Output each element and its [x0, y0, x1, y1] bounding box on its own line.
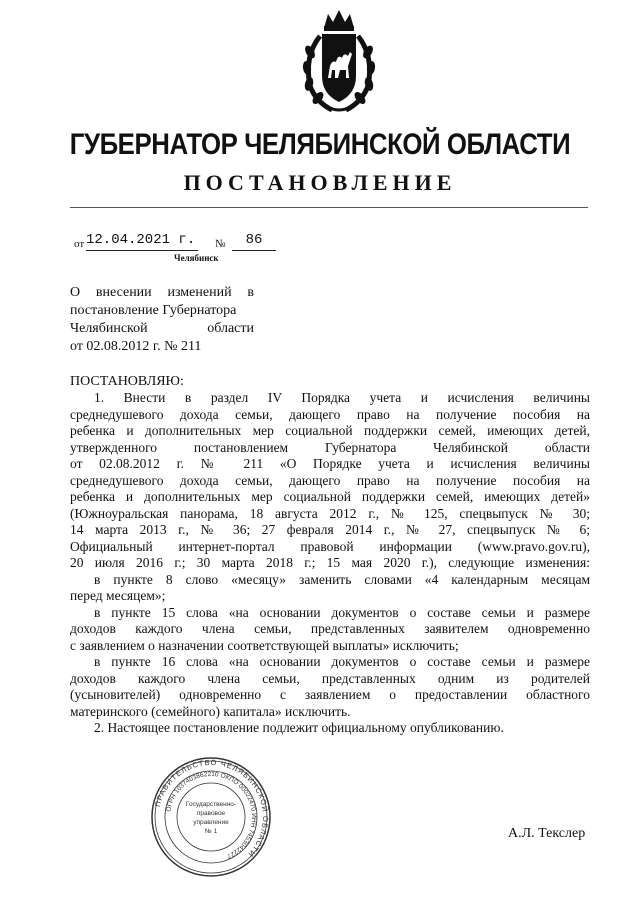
- svg-text:ОГРН 1037403862210 ОКПО 000224: ОГРН 1037403862210 ОКПО 00022470 ИНН 7453042227: [165, 770, 258, 860]
- body-line: 14 марта 2013 г., № 36; 27 февраля 2014 г., № 27, спецвыпуск № 6;: [70, 522, 590, 537]
- body-line: доходов каждого члена семьи, представленных одним из родителей: [70, 670, 590, 686]
- svg-text:правовое: правовое: [196, 810, 226, 817]
- coat-of-arms-emblem: [298, 6, 380, 116]
- signatory-name: А.Л. Текслер: [508, 826, 586, 841]
- svg-text:управление: управление: [193, 819, 229, 826]
- city-label: Челябинск: [174, 253, 219, 263]
- body-line: в пункте 15 слова «на основании документов о составе семьи и размере: [94, 604, 590, 620]
- decree-word: ПОСТАНОВЛЯЮ:: [70, 374, 184, 389]
- body-line: в пункте 8 слово «месяцу» заменить словами «4 календарным месяцам: [94, 571, 590, 587]
- body-line: (усыновителей) одновременно с заявлением о предоставлении областного: [70, 687, 590, 702]
- body-line: среднедушевого дохода семьи, дающего право на получение пособия на: [70, 406, 590, 422]
- svg-text:№ 1: № 1: [204, 828, 218, 835]
- document-title: ГУБЕРНАТОР ЧЕЛЯБИНСКОЙ ОБЛАСТИ: [69, 128, 571, 161]
- subject-line: Челябинской области: [70, 321, 254, 336]
- body-line: ребенка и дополнительных мер социальной поддержки семей, имеющих детей,: [70, 423, 590, 438]
- body-line: среднедушевого дохода семьи, дающего право на получение пособия на: [70, 472, 590, 488]
- body-line: утвержденного постановлением Губернатора Челябинской области: [70, 439, 590, 455]
- body-line: 1. Внести в раздел IV Порядка учета и исчисления величины: [94, 390, 590, 405]
- subject-line: от 02.08.2012 г. № 211: [70, 339, 202, 354]
- document-type: ПОСТАНОВЛЕНИЕ: [183, 170, 457, 195]
- subject-line: постановление Губернатора: [70, 303, 237, 318]
- body-line: перед месяцем»;: [70, 588, 166, 603]
- body-line: материнского (семейного) капитала» исключить.: [70, 703, 351, 719]
- document-body: [70, 390, 590, 737]
- body-line: от 02.08.2012 г. № 211 «О Порядке учета и исчисления величины: [70, 456, 590, 471]
- body-line: 20 июля 2016 г.; 30 марта 2018 г.; 15 мая 2020 г.), следующие изменения:: [70, 555, 590, 570]
- svg-text:Государственно-: Государственно-: [185, 801, 237, 808]
- subject-line: О внесении изменений в: [70, 285, 254, 300]
- document-date: 12.04.2021 г.: [86, 232, 198, 251]
- body-line: (Южноуральская панорама, 18 августа 2012 г., № 125, спецвыпуск № 30;: [70, 505, 590, 521]
- body-line: Официальный интернет-портал правовой информации (www.pravo.gov.ru),: [70, 538, 590, 554]
- document-number: 86: [232, 232, 276, 251]
- document-subject: [70, 284, 254, 356]
- body-line: с заявлением о назначении соответствующей выплаты» исключить;: [70, 637, 459, 653]
- number-prefix: №: [215, 238, 226, 250]
- svg-text:ПРАВИТЕЛЬСТВО ЧЕЛЯБИНСКОЙ ОБЛА: ПРАВИТЕЛЬСТВО ЧЕЛЯБИНСКОЙ ОБЛАСТИ: [153, 757, 271, 860]
- date-prefix: от: [74, 238, 85, 250]
- body-line: доходов каждого члена семьи, представленных заявителем одновременно: [70, 621, 590, 636]
- body-line: в пункте 16 слова «на основании документов о составе семьи и размере: [94, 654, 590, 669]
- header-divider: [70, 207, 588, 208]
- body-line: 2. Настоящее постановление подлежит официальному опубликованию.: [94, 720, 504, 735]
- body-line: ребенка и дополнительных мер социальной поддержки семей, имеющих детей»: [70, 489, 590, 504]
- official-seal: [150, 756, 272, 878]
